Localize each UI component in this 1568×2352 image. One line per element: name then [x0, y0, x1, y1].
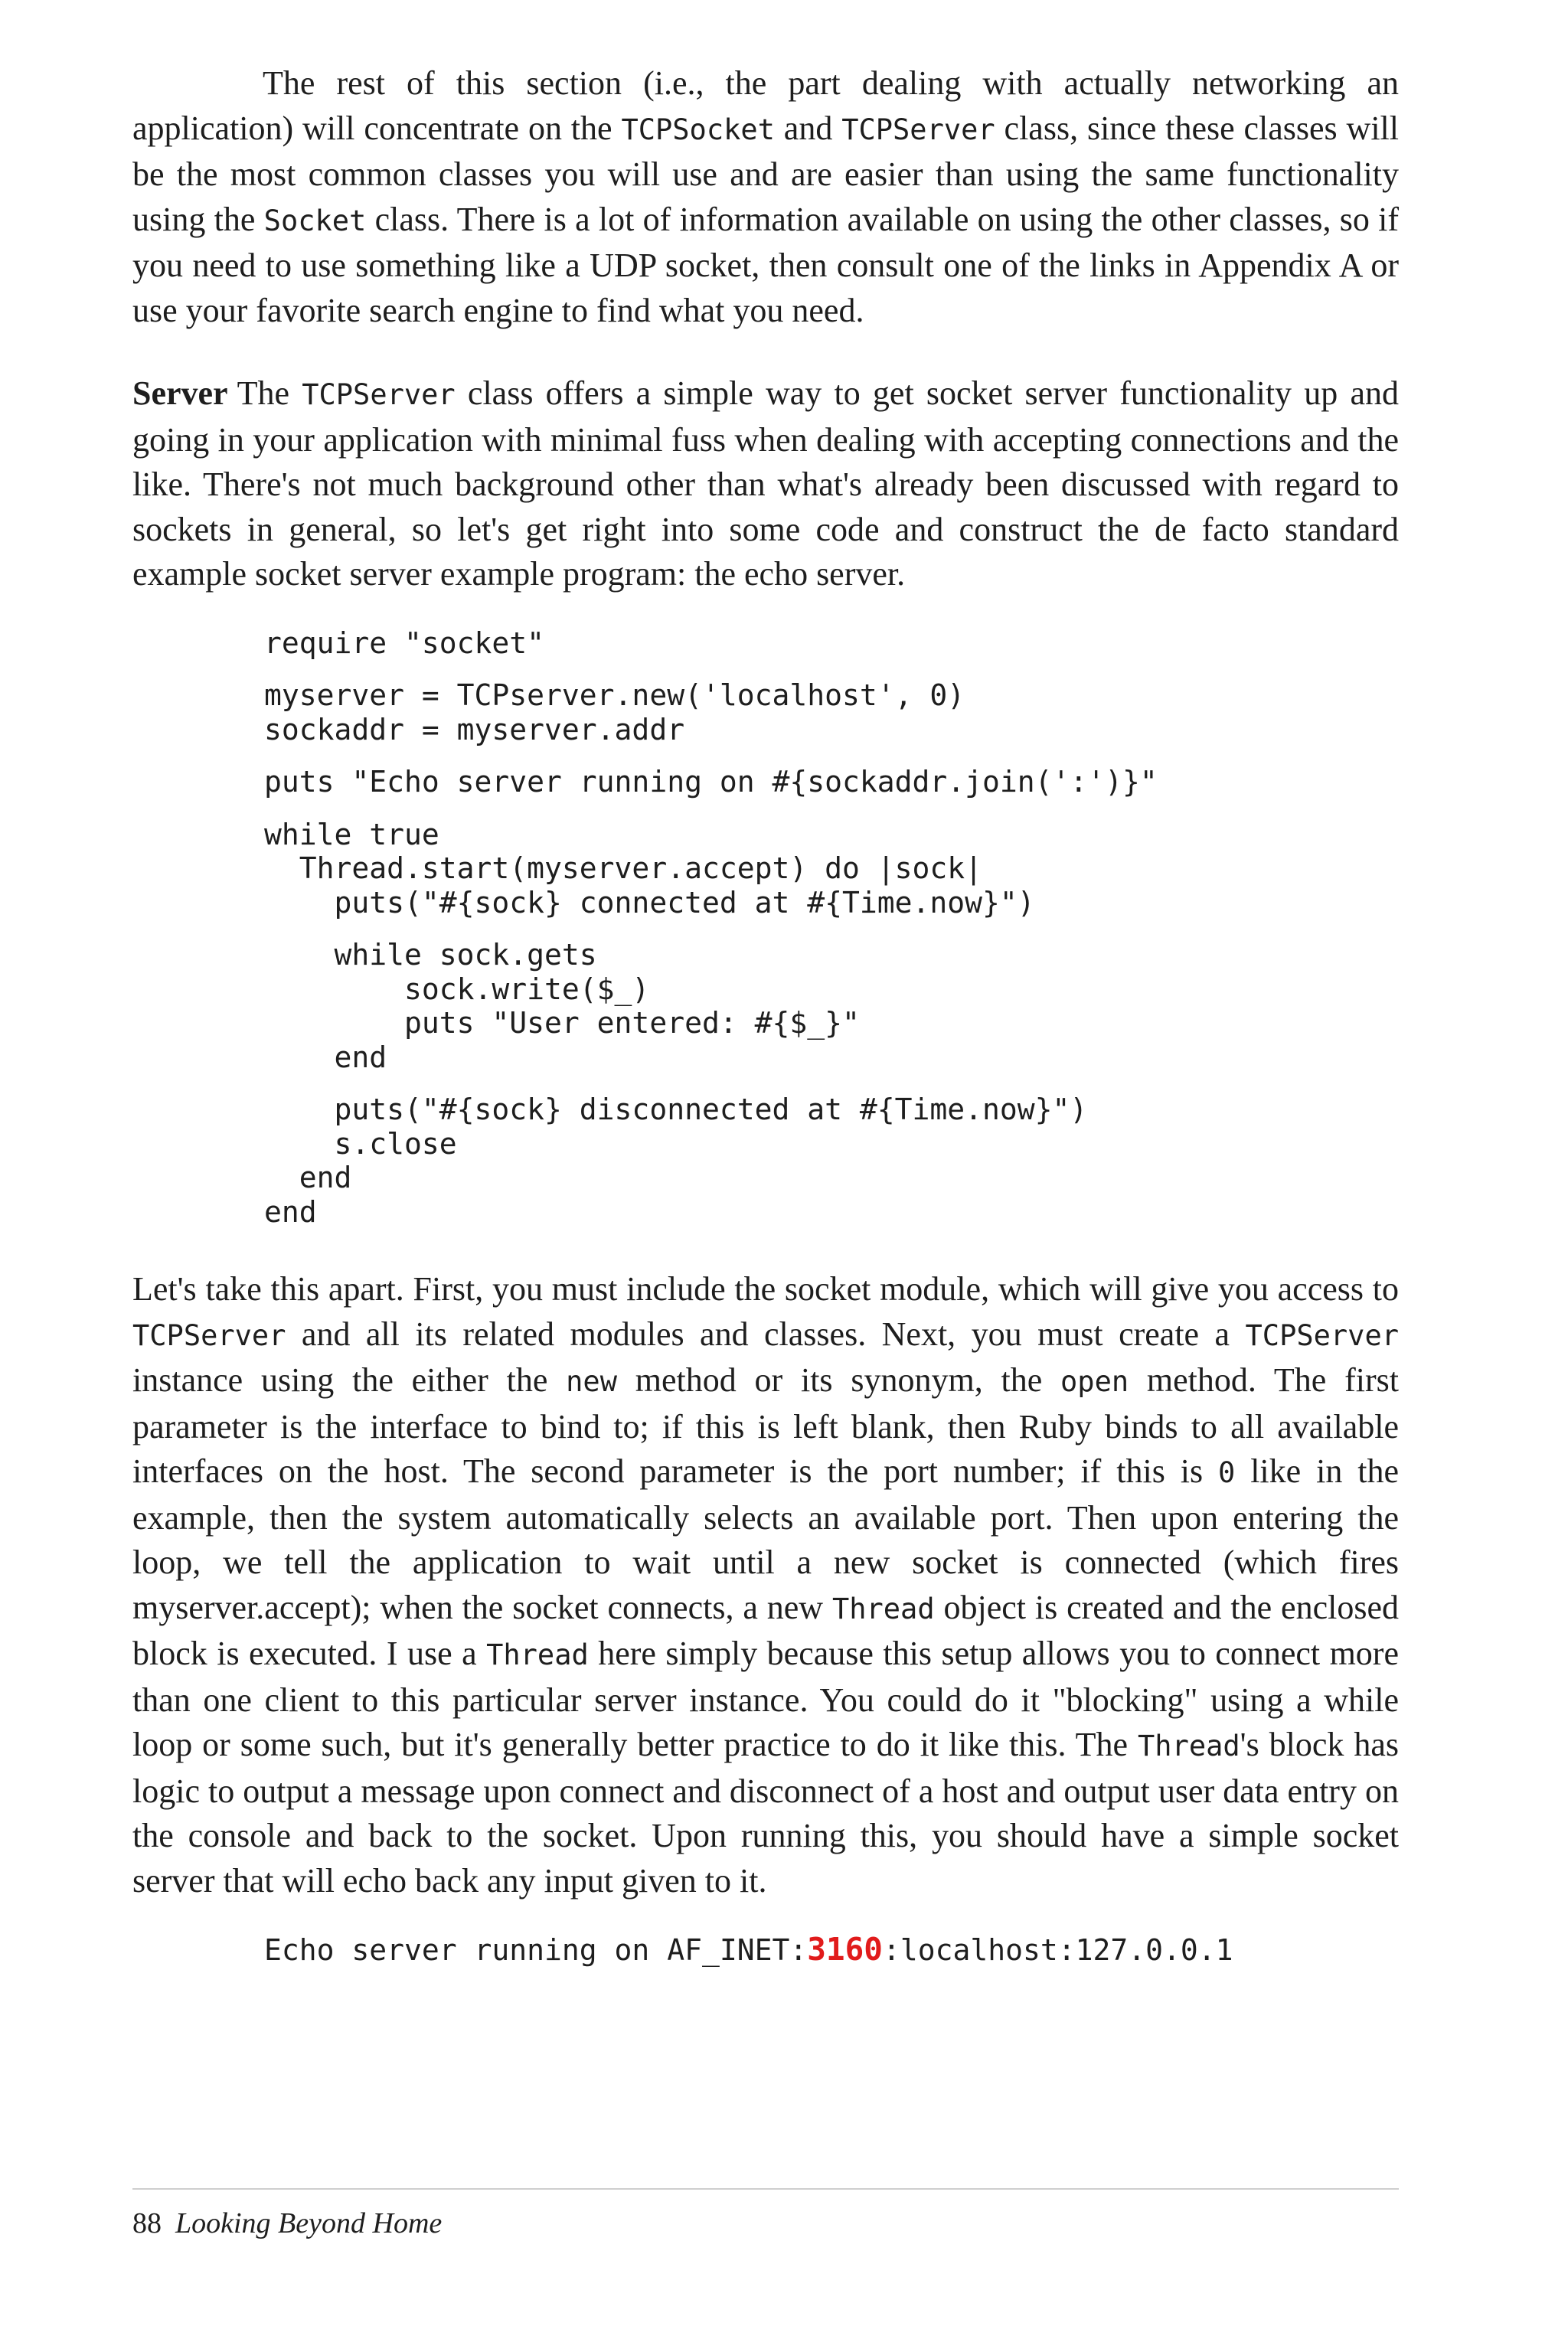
code-line: while true: [264, 817, 439, 851]
code-line: end: [264, 1161, 352, 1194]
code-line: end: [264, 1040, 387, 1074]
code-line: sock.write($_): [264, 972, 650, 1006]
section-heading: Server: [132, 374, 228, 412]
server-paragraph: [132, 371, 1399, 597]
text-run: class. There is a lot of information available on using the other classes, so if you need to use something like a UDP socket, then consult one of the links in Appendix A or use your favorite search engine to find what you need.: [132, 200, 1400, 329]
text-run: The: [237, 374, 302, 412]
inline-code: TCPSocket: [621, 113, 775, 146]
code-line: require "socket": [264, 626, 545, 660]
page-number: 88: [132, 2207, 162, 2239]
output-block: [264, 1932, 1399, 1968]
code-line: puts "Echo server running on #{sockaddr.join(':')}": [264, 765, 1158, 799]
code-line: puts("#{sock} connected at #{Time.now}"): [264, 885, 1035, 920]
text-run: instance using the either the: [132, 1361, 567, 1399]
explanation-paragraph: [132, 1267, 1399, 1903]
port-number: 3160: [807, 1931, 883, 1968]
text-run: method or its synonym, the: [616, 1361, 1061, 1399]
code-line: puts "User entered: #{$_}": [264, 1006, 860, 1040]
text-run: class offers a simple way to get socket server functionality up and going in your application with minimal fuss when dealing with accepting connections and the like. There's not much background other than what's already been discussed with regard to sockets in general, so let's get right into some code and construct the de facto standard example socket server example program: the echo server.: [132, 374, 1399, 593]
output-prefix: Echo server running on AF_INET:: [264, 1933, 808, 1967]
code-gap: [264, 799, 1399, 818]
code-gap: [264, 660, 1399, 678]
code-line: myserver = TCPserver.new('localhost', 0): [264, 678, 965, 712]
inline-code: TCPServer: [302, 378, 456, 411]
text-run: Let's take this apart. First, you must include the socket module, which will give you access to: [132, 1270, 1399, 1308]
text-run: and: [774, 109, 842, 147]
text-run: object is created and the enclosed block is executed. I use a: [132, 1588, 1399, 1672]
text-run: and all its related modules and classes. Next, you must create a: [286, 1315, 1246, 1353]
text-run: The rest of this section (i.e., the part dealing with actually networking an application) will concentrate on the: [132, 64, 1399, 147]
intro-paragraph: [132, 61, 1399, 333]
text-run: 's block has logic to output a message upon connect and disconnect of a host and output user data entry on the console and back to the socket. Upon running this, you should have a simple socket server that will echo back any input given to it.: [132, 1726, 1399, 1900]
text-run: here simply because this setup allows you to connect more than one client to this particular server instance. You could do it "blocking" using a while loop or some such, but it's generally better practice to do it like this. The: [132, 1635, 1399, 1763]
code-line: Thread.start(myserver.accept) do |sock|: [264, 851, 982, 885]
code-line: puts("#{sock} disconnected at #{Time.now}"): [264, 1093, 1088, 1126]
output-suffix: :localhost:127.0.0.1: [882, 1933, 1233, 1967]
inline-code: open: [1060, 1365, 1129, 1398]
code-block: [264, 626, 1399, 1230]
inline-code: TCPServer: [132, 1318, 286, 1352]
code-line: s.close: [264, 1126, 457, 1161]
inline-code: Thread: [831, 1592, 935, 1625]
inline-code: 0: [1218, 1456, 1236, 1489]
code-gap: [264, 920, 1399, 938]
page-footer: [132, 2188, 1399, 2240]
inline-code: Thread: [486, 1638, 589, 1671]
inline-code: Socket: [263, 204, 367, 237]
inline-code: TCPServer: [1245, 1318, 1399, 1352]
code-gap: [264, 1074, 1399, 1093]
text-run: like in the example, then the system automatically selects an available port. Then upon entering the loop, we tell the application to wait until a new socket is connected (which fires myserver.accept); when the socket connects, a new: [132, 1452, 1399, 1626]
page-content: [132, 61, 1399, 1968]
text-run: class, since these classes will be the most common classes you will use and are easier than using the same functionality using the: [132, 109, 1400, 238]
footer-text: [132, 2207, 1399, 2240]
inline-code: TCPServer: [841, 113, 995, 146]
code-line: sockaddr = myserver.addr: [264, 712, 685, 746]
inline-code: Thread: [1138, 1730, 1240, 1762]
code-line: while sock.gets: [264, 938, 597, 972]
running-title: Looking Beyond Home: [175, 2207, 443, 2239]
code-line: end: [264, 1194, 317, 1229]
inline-code: new: [566, 1365, 617, 1398]
code-gap: [264, 746, 1399, 765]
text-run: method. The first parameter is the interface to bind to; if this is left blank, then Ruby binds to all available interfaces on the host. The second parameter is the port number; if this is: [132, 1361, 1399, 1490]
